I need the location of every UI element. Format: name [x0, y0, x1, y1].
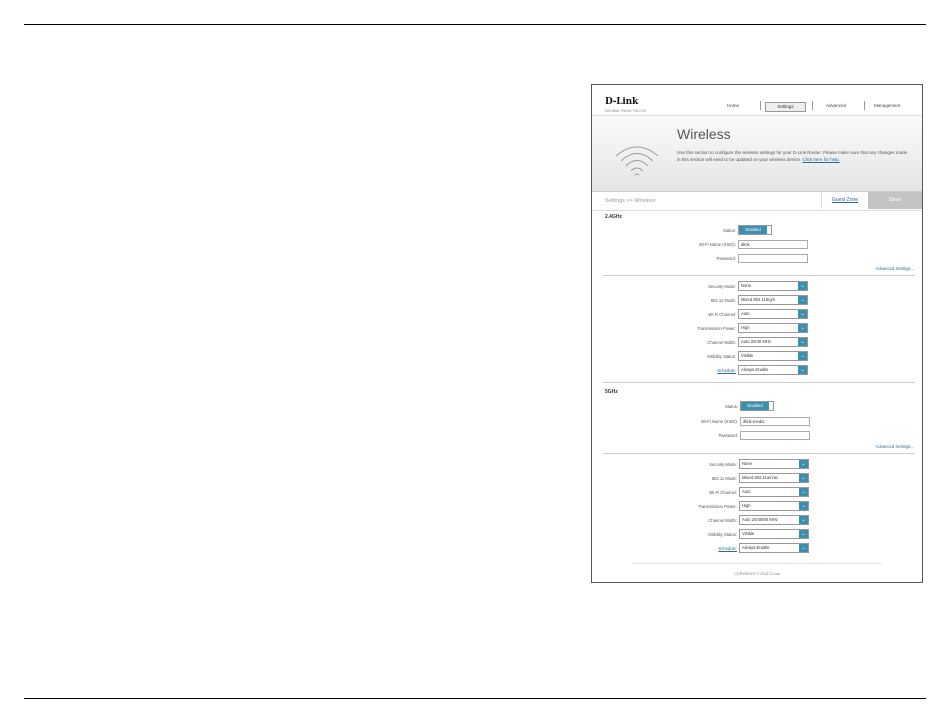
footer-divider — [632, 563, 882, 564]
status-value: Enabled — [739, 226, 767, 234]
chevron-down-icon: ⌄ — [798, 324, 807, 332]
select-value: None — [742, 461, 753, 466]
section-title-24ghz: 2.4GHz — [605, 214, 622, 220]
page-banner — [592, 115, 922, 192]
select-value: Mixed 802.11a/n/ac — [742, 475, 779, 480]
top-nav — [592, 85, 922, 114]
model-info: DIR-868L HW:B1 FW:2.00 — [605, 109, 646, 113]
status-toggle-24ghz[interactable] — [738, 225, 772, 235]
visibility-label: Visibility Status: — [707, 532, 737, 537]
select-value: Visible — [741, 353, 754, 358]
security-label: Security Mode: — [708, 284, 736, 289]
help-link[interactable]: Click here for help. — [802, 156, 840, 162]
section-title-5ghz: 5GHz — [605, 389, 618, 395]
select-value: Auto 20/40 MHz — [741, 339, 772, 344]
chevron-down-icon: ⌄ — [799, 488, 808, 496]
select-value: Visible — [742, 531, 755, 536]
ssid-input-5ghz[interactable]: dlink-media — [740, 417, 810, 426]
chevron-down-icon: ⌄ — [798, 366, 807, 374]
security-select-24ghz[interactable] — [738, 281, 808, 291]
ssid-label: Wi-Fi Name (SSID): — [699, 242, 736, 247]
password-label: Password: — [718, 433, 738, 438]
breadcrumb: Settings >> Wireless — [605, 198, 656, 204]
visibility-label: Visibility Status: — [706, 354, 736, 359]
mode-label: 802.11 Mode: — [711, 476, 737, 481]
status-label: Status: — [724, 404, 738, 409]
visibility-select-5ghz[interactable] — [739, 529, 809, 539]
mode-select-24ghz[interactable] — [738, 295, 808, 305]
chevron-down-icon: ⌄ — [798, 296, 807, 304]
select-value: High — [742, 503, 751, 508]
power-select-24ghz[interactable] — [738, 323, 808, 333]
channel-select-5ghz[interactable] — [739, 487, 809, 497]
ssid-input-24ghz[interactable]: dlink — [738, 240, 808, 249]
dlink-logo: D-Link — [605, 97, 639, 107]
nav-settings[interactable]: Settings — [765, 102, 806, 112]
password-input-5ghz[interactable] — [740, 431, 810, 440]
chevron-down-icon: ⌄ — [798, 310, 807, 318]
chevron-down-icon: ⌄ — [799, 530, 808, 538]
schedule-link-24ghz[interactable]: Schedule: — [717, 368, 736, 373]
select-value: Always Enable — [742, 545, 770, 550]
mode-label: 802.11 Mode: — [710, 298, 736, 303]
nav-separator — [864, 101, 865, 110]
schedule-link-5ghz[interactable]: Schedule: — [718, 546, 737, 551]
status-toggle-5ghz[interactable] — [740, 401, 774, 411]
bottom-rule — [24, 698, 926, 699]
ssid-label: Wi-Fi Name (SSID): — [701, 419, 738, 424]
width-select-24ghz[interactable] — [738, 337, 808, 347]
page-description — [677, 150, 909, 163]
schedule-select-24ghz[interactable] — [738, 365, 808, 375]
description-text: Use this section to configure the wireless settings for your D-Link Router. Please make sure that any changes made in this section will need to be updated on your wireless device. — [677, 150, 908, 162]
divider — [603, 275, 915, 276]
channel-select-24ghz[interactable] — [738, 309, 808, 319]
advanced-settings-link-5ghz[interactable]: Advanced Settings... — [875, 444, 914, 449]
schedule-select-5ghz[interactable] — [739, 543, 809, 553]
breadcrumb-bar — [592, 192, 922, 211]
nav-separator — [812, 101, 813, 110]
channel-label: Wi-Fi Channel: — [709, 490, 737, 495]
nav-home[interactable]: Home — [727, 103, 740, 108]
select-value: Mixed 802.11b/g/n — [741, 297, 776, 302]
status-value: Enabled — [741, 402, 769, 410]
divider — [603, 453, 915, 454]
chevron-down-icon: ⌄ — [798, 352, 807, 360]
section-divider — [603, 382, 915, 383]
nav-advanced[interactable]: Advanced — [826, 103, 847, 108]
copyright: COPYRIGHT © 2013 D-Link — [734, 572, 780, 576]
nav-management[interactable]: Management — [874, 103, 901, 108]
select-value: Auto — [741, 311, 750, 316]
mode-select-5ghz[interactable] — [739, 473, 809, 483]
chevron-down-icon: ⌄ — [799, 460, 808, 468]
chevron-down-icon: ⌄ — [798, 282, 807, 290]
chevron-down-icon: ⌄ — [799, 544, 808, 552]
password-label: Password: — [716, 256, 736, 261]
select-value: High — [741, 325, 750, 330]
chevron-down-icon: ⌄ — [799, 502, 808, 510]
width-select-5ghz[interactable] — [739, 515, 809, 525]
power-select-5ghz[interactable] — [739, 501, 809, 511]
router-screenshot — [591, 84, 923, 583]
select-value: Auto — [742, 489, 751, 494]
chevron-down-icon: ⌄ — [799, 516, 808, 524]
save-button[interactable]: Save — [868, 192, 922, 209]
page-title: Wireless — [677, 126, 731, 142]
security-label: Security Mode: — [709, 462, 737, 467]
visibility-select-24ghz[interactable] — [738, 351, 808, 361]
select-value: Auto 20/40/80 MHz — [742, 517, 778, 522]
select-value: None — [741, 283, 752, 288]
guest-zone-link[interactable]: Guest Zone — [821, 192, 868, 209]
power-label: Transmission Power: — [697, 326, 736, 331]
power-label: Transmission Power: — [698, 504, 737, 509]
chevron-down-icon: ⌄ — [799, 474, 808, 482]
advanced-settings-link-24ghz[interactable]: Advanced Settings... — [875, 266, 914, 271]
status-label: Status: — [722, 228, 736, 233]
select-value: Always Enable — [741, 367, 769, 372]
nav-separator — [760, 101, 761, 110]
security-select-5ghz[interactable] — [739, 459, 809, 469]
width-label: Channel Width: — [708, 518, 737, 523]
top-rule — [24, 24, 926, 25]
width-label: Channel Width: — [707, 340, 736, 345]
chevron-down-icon: ⌄ — [798, 338, 807, 346]
wifi-icon — [614, 140, 660, 178]
channel-label: Wi-Fi Channel: — [708, 312, 736, 317]
password-input-24ghz[interactable] — [738, 254, 808, 263]
